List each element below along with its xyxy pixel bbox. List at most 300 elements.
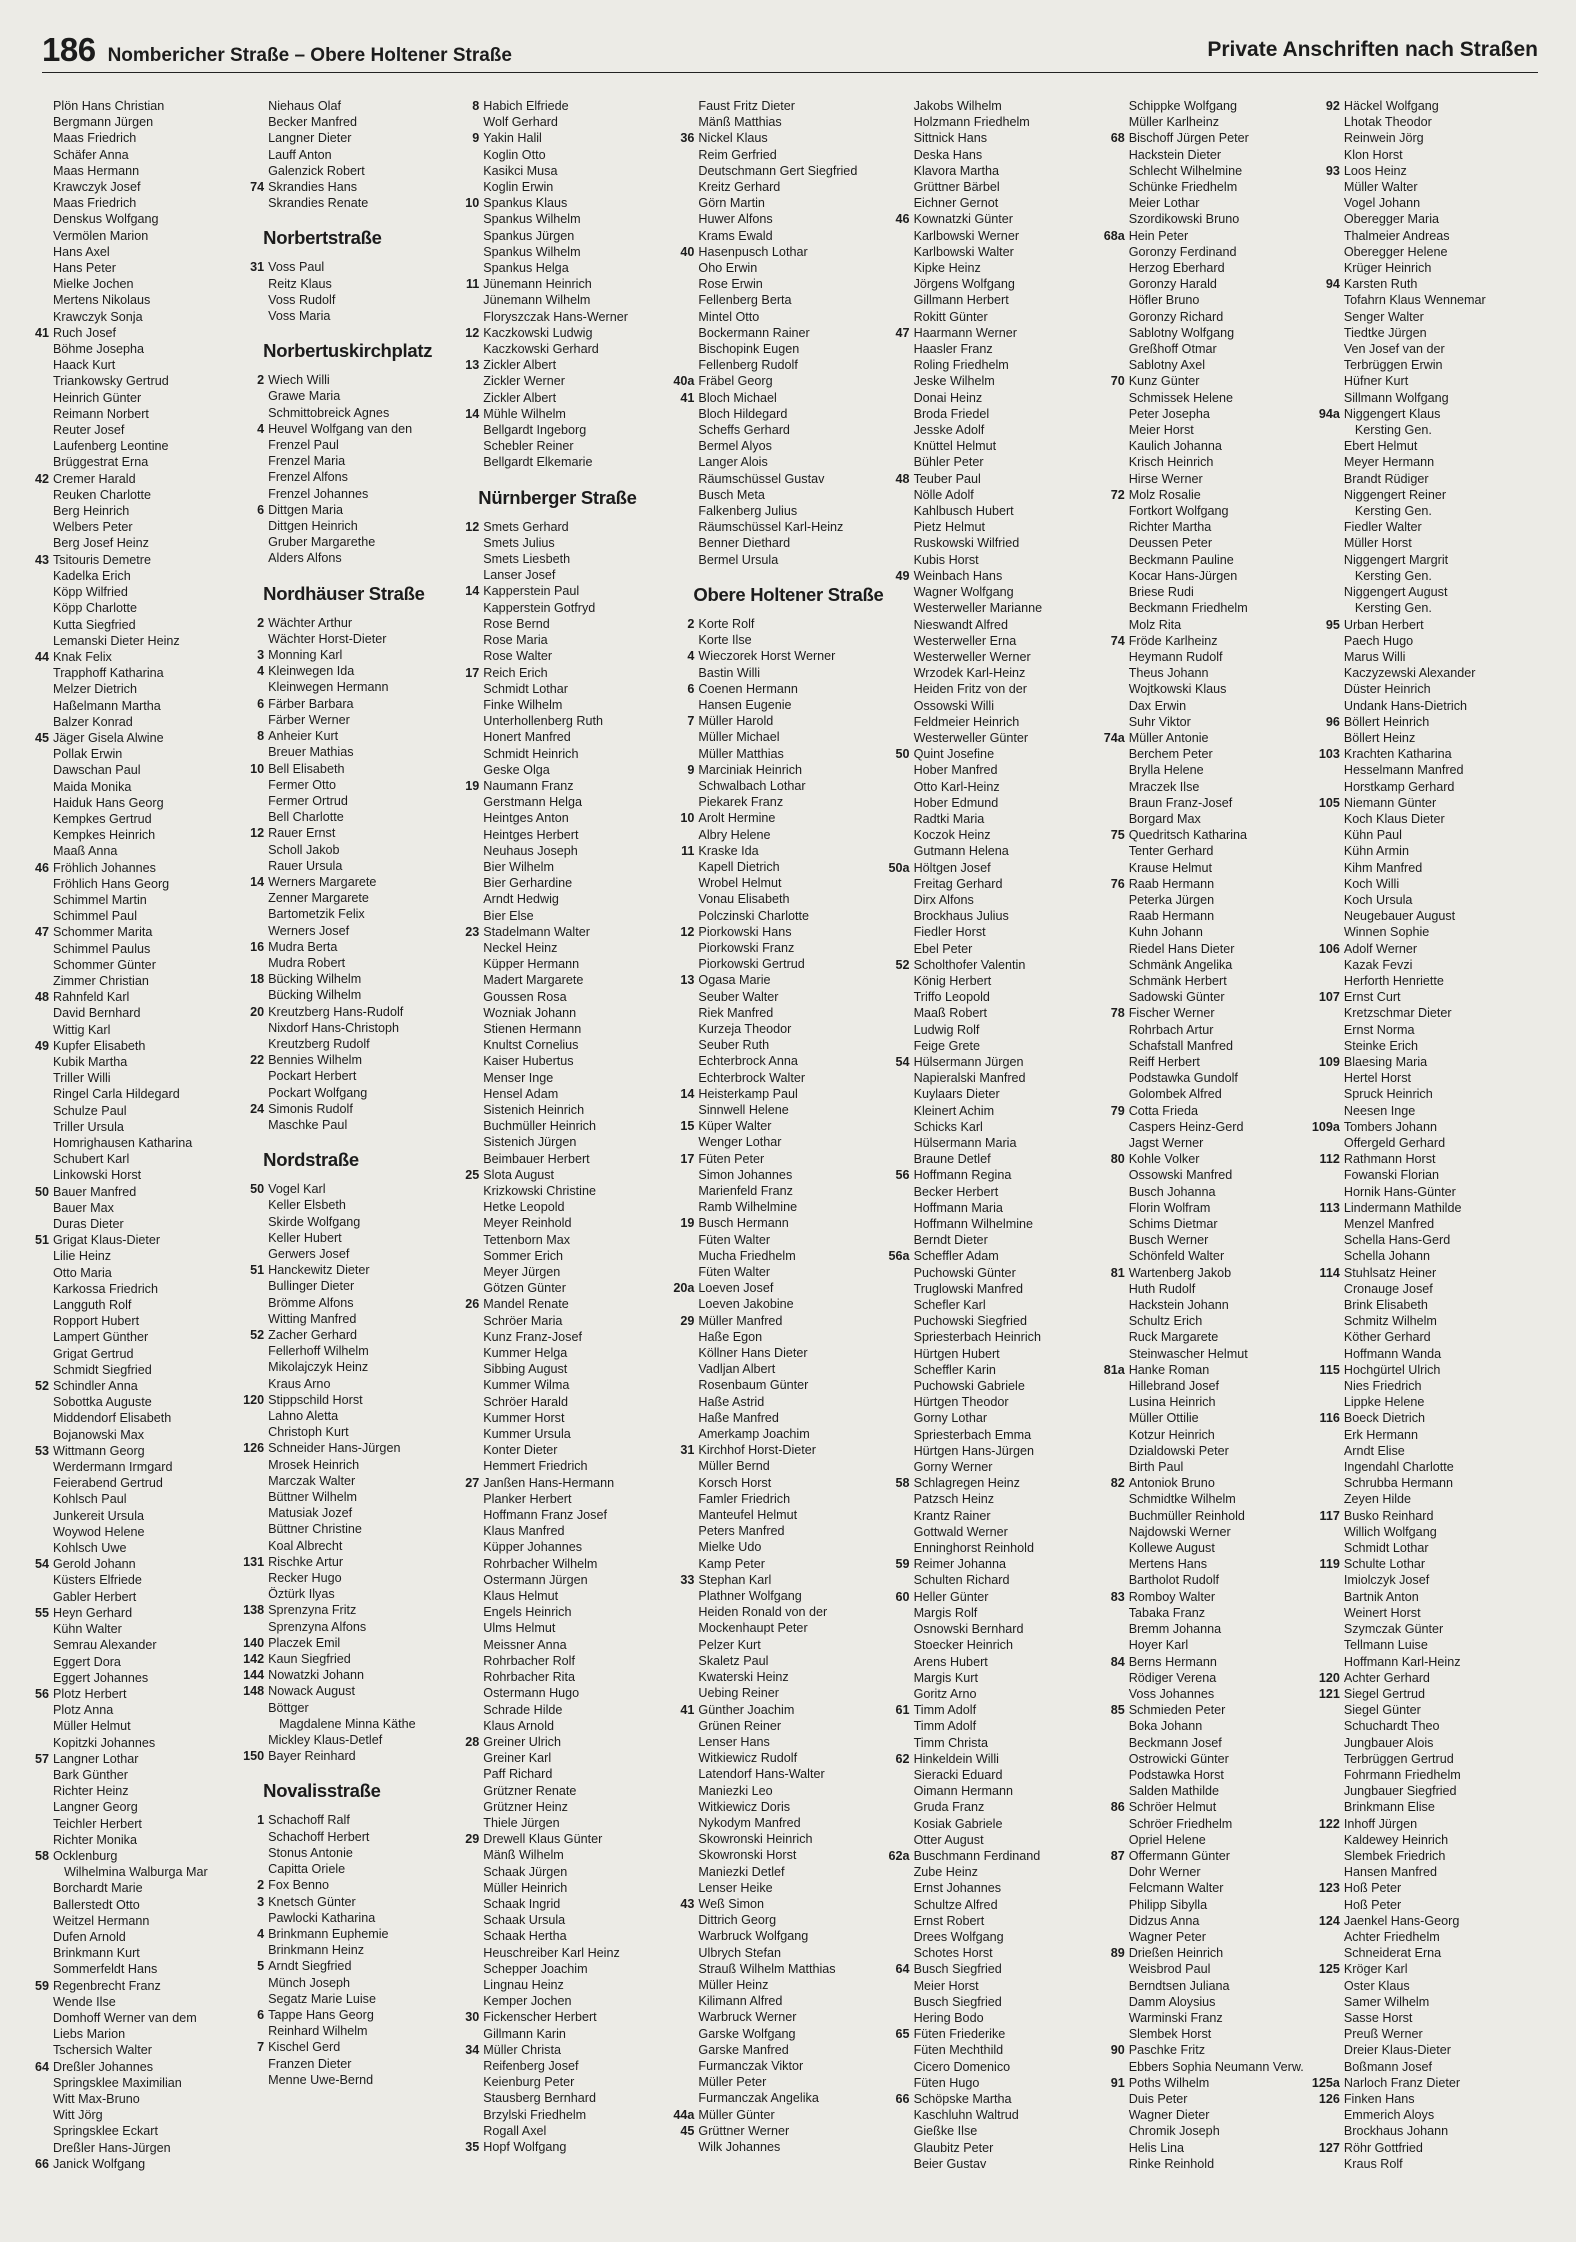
resident-name: Cotta Frieda: [1128, 1103, 1198, 1118]
resident-entry: [48, 1410, 253, 1426]
resident-name: Springsklee Eckart: [53, 2124, 158, 2139]
resident-entry: [48, 1735, 253, 1751]
resident-entry: [1124, 811, 1329, 827]
resident-entry: [250, 971, 468, 987]
resident-entry: [1124, 1718, 1329, 1734]
resident-entry: [465, 1167, 683, 1183]
resident-name: Maas Hermann: [53, 163, 140, 178]
resident-name: Kuylaars Dieter: [913, 1087, 1000, 1102]
resident-entry: [34, 730, 253, 746]
resident-entry: [1124, 1961, 1329, 1977]
resident-name: Piorkowski Hans: [698, 924, 792, 939]
resident-entry: [1124, 1119, 1329, 1135]
resident-entry: [48, 244, 253, 260]
house-number: 52: [895, 957, 910, 972]
resident-name: Hasenpusch Lothar: [698, 244, 808, 259]
resident-entry: [478, 1118, 683, 1134]
resident-name: Schippke Wolfgang: [1128, 99, 1237, 113]
resident-entry: [888, 860, 1114, 876]
resident-name: Dittgen Maria: [268, 502, 344, 517]
resident-entry: [1339, 1654, 1544, 1670]
resident-name: Knüttel Helmut: [913, 439, 997, 454]
resident-entry: [48, 503, 253, 519]
resident-entry: [1339, 1086, 1544, 1102]
resident-entry: [1319, 1508, 1544, 1524]
resident-entry: [263, 1117, 468, 1133]
resident-entry: [48, 1799, 253, 1815]
house-number: 31: [680, 1443, 695, 1458]
resident-name: Steinke Erich: [1343, 1038, 1419, 1053]
resident-name: Haße Egon: [698, 1329, 763, 1344]
resident-entry: [1339, 1718, 1544, 1734]
resident-name: Hensel Adam: [483, 1086, 559, 1101]
resident-name: Jaenkel Hans-Georg: [1343, 1913, 1460, 1928]
resident-entry: [693, 1620, 898, 1636]
resident-entry: [673, 2107, 898, 2123]
resident-entry: [478, 859, 683, 875]
resident-entry: [1325, 617, 1544, 633]
house-number: 59: [34, 1978, 49, 1993]
resident-entry: [478, 1264, 683, 1280]
resident-name: Rohrbacher Rita: [483, 1670, 575, 1685]
resident-name: Sprenzyna Fritz: [268, 1603, 357, 1618]
resident-name: Middendorf Elisabeth: [53, 1411, 172, 1426]
house-number: 93: [1325, 163, 1340, 178]
resident-name: Brylla Helene: [1128, 763, 1204, 778]
resident-entry: [1124, 1313, 1329, 1329]
resident-entry: [243, 1440, 468, 1456]
resident-entry: [1124, 406, 1329, 422]
resident-entry: [478, 1102, 683, 1118]
resident-name: Nickel Klaus: [698, 131, 768, 146]
resident-entry: [34, 1605, 253, 1621]
resident-entry: [48, 568, 253, 584]
resident-name: Glaubitz Peter: [913, 2140, 994, 2155]
resident-entry: [1124, 1491, 1329, 1507]
resident-name: Schönfeld Walter: [1128, 1249, 1225, 1264]
resident-name: Schaak Jürgen: [483, 1864, 568, 1879]
resident-entry: [48, 114, 253, 130]
house-number: 103: [1318, 747, 1340, 762]
resident-name: Skrandies Renate: [268, 196, 369, 211]
house-number: 49: [34, 1038, 49, 1053]
resident-entry: [693, 1523, 898, 1539]
resident-entry: [909, 1427, 1114, 1443]
resident-entry: [48, 1589, 253, 1605]
resident-name: Poths Wilhelm: [1128, 2075, 1210, 2090]
resident-name: Reinwein Jörg: [1343, 131, 1424, 146]
resident-entry-continued: [1339, 422, 1544, 438]
resident-entry: [693, 1070, 898, 1086]
resident-entry: [478, 1151, 683, 1167]
resident-entry: [1124, 617, 1329, 633]
resident-entry: [909, 114, 1114, 130]
resident-entry: [263, 2056, 468, 2072]
resident-entry: [1339, 973, 1544, 989]
resident-entry: [1339, 2026, 1544, 2042]
resident-entry: [1124, 1864, 1329, 1880]
resident-entry: [909, 843, 1114, 859]
resident-entry: [909, 130, 1114, 146]
resident-entry: [909, 373, 1114, 389]
house-number: 17: [680, 1151, 695, 1166]
resident-entry: [1339, 195, 1544, 211]
resident-name: Teichler Herbert: [53, 1816, 142, 1831]
resident-entry: [48, 1265, 253, 1281]
resident-name: Keller Elsbeth: [268, 1198, 346, 1213]
resident-name: Scheffs Gerhard: [698, 423, 790, 438]
resident-name: Bauer Manfred: [53, 1184, 137, 1199]
house-number: 142: [243, 1652, 265, 1667]
resident-entry: [693, 2042, 898, 2058]
resident-name: Bell Elisabeth: [268, 761, 345, 776]
resident-entry: [909, 1799, 1114, 1815]
resident-name: Sadowski Günter: [1128, 990, 1225, 1005]
resident-name: Götzen Günter: [483, 1281, 566, 1296]
resident-entry: [693, 2026, 898, 2042]
resident-entry: [243, 1602, 468, 1618]
resident-entry: [48, 1945, 253, 1961]
resident-name: Küper Walter: [698, 1119, 772, 1134]
house-number: 12: [465, 519, 480, 534]
column-6: [1103, 98, 1329, 2172]
resident-name: Smets Gerhard: [483, 519, 569, 534]
resident-entry: [1339, 827, 1544, 843]
resident-name: Kummer Wilma: [483, 1378, 570, 1393]
resident-name: Nowack August: [268, 1684, 355, 1699]
resident-name: Heymann Rudolf: [1128, 649, 1223, 664]
resident-entry: [909, 1945, 1114, 1961]
resident-entry: [478, 1491, 683, 1507]
resident-name: Arolt Hermine: [698, 811, 776, 826]
resident-entry: [895, 2091, 1114, 2107]
resident-name: Hoffmann Karl-Heinz: [1343, 1654, 1461, 1669]
resident-name: Cicero Domenico: [913, 2059, 1011, 2074]
resident-name: Hans Axel: [53, 244, 110, 259]
resident-name: Müller Heinrich: [483, 1880, 568, 1895]
resident-name: Krachten Katharina: [1343, 747, 1452, 762]
resident-name: Timm Adolf: [913, 1719, 977, 1734]
resident-name: Richter Martha: [1128, 520, 1212, 535]
resident-name: Ebert Helmut: [1343, 439, 1418, 454]
resident-name: Maniezki Leo: [698, 1783, 773, 1798]
resident-entry: [1124, 924, 1329, 940]
resident-entry: [48, 1427, 253, 1443]
resident-entry: [1318, 2140, 1544, 2156]
resident-entry: [1124, 357, 1329, 373]
resident-name: Kocar Hans-Jürgen: [1128, 568, 1238, 583]
resident-entry: [48, 1216, 253, 1232]
resident-entry: [909, 1346, 1114, 1362]
house-number: 24: [250, 1101, 265, 1116]
resident-entry: [1124, 309, 1329, 325]
resident-name: Schäfer Anna: [53, 147, 129, 162]
resident-entry: [48, 1880, 253, 1896]
resident-name: Hesselmann Manfred: [1343, 763, 1464, 778]
resident-entry: [1110, 1103, 1329, 1119]
resident-entry: [1339, 1540, 1544, 1556]
house-number: 6: [257, 502, 265, 517]
house-number: 34: [465, 2042, 480, 2057]
resident-name: Tappe Hans Georg: [268, 2007, 374, 2022]
resident-entry: [48, 1151, 253, 1167]
resident-entry: [909, 260, 1114, 276]
resident-entry: [478, 1183, 683, 1199]
resident-entry: [478, 244, 683, 260]
resident-name: Berndt Dieter: [913, 1233, 988, 1248]
resident-name: Meier Lothar: [1128, 196, 1200, 211]
resident-entry: [1110, 1475, 1329, 1491]
resident-entry: [263, 777, 468, 793]
resident-entry: [478, 762, 683, 778]
resident-name: Garske Manfred: [698, 2042, 789, 2057]
resident-name: Richter Monika: [53, 1832, 137, 1847]
resident-name: Braune Detlef: [913, 1152, 991, 1167]
resident-name: Weitzel Hermann: [53, 1913, 150, 1928]
resident-name: Brink Elisabeth: [1343, 1298, 1428, 1313]
resident-entry: [693, 1669, 898, 1685]
resident-name: Gerold Johann: [53, 1557, 136, 1572]
resident-name: Vonau Elisabeth: [698, 892, 790, 907]
resident-entry: [257, 1812, 468, 1828]
column-7: [1311, 98, 1544, 2172]
resident-entry: [48, 1783, 253, 1799]
resident-entry: [263, 308, 468, 324]
resident-name: Gorny Lothar: [913, 1411, 988, 1426]
resident-name: Schicks Karl: [913, 1119, 983, 1134]
resident-entry: [257, 2007, 468, 2023]
resident-entry: [1339, 1994, 1544, 2010]
resident-entry: [263, 1020, 468, 1036]
resident-entry: [909, 422, 1114, 438]
resident-entry: [909, 2140, 1114, 2156]
house-number: 9: [687, 762, 695, 777]
resident-name: Liebs Marion: [53, 2027, 126, 2042]
resident-name: Niemann Günter: [1343, 795, 1437, 810]
resident-entry: [1110, 1848, 1329, 1864]
resident-name: Kopitzki Johannes: [53, 1735, 156, 1750]
resident-name: Voss Paul: [268, 260, 325, 275]
house-number: 95: [1325, 617, 1340, 632]
resident-entry: [693, 1588, 898, 1604]
resident-entry: [263, 1942, 468, 1958]
resident-entry: [48, 1540, 253, 1556]
resident-name: Ostermann Hugo: [483, 1686, 580, 1701]
resident-entry: [48, 2140, 253, 2156]
resident-entry: [48, 406, 253, 422]
resident-entry: [1339, 779, 1544, 795]
resident-name: Fohrmann Friedhelm: [1343, 1767, 1461, 1782]
resident-entry: [693, 1977, 898, 1993]
resident-entry: [263, 1197, 468, 1213]
resident-entry: [34, 1686, 253, 1702]
house-number: 94: [1325, 277, 1340, 292]
house-number: 68: [1110, 131, 1125, 146]
resident-entry: [909, 1459, 1114, 1475]
resident-entry: [34, 325, 253, 341]
resident-entry: [1110, 876, 1329, 892]
house-number: 50: [34, 1184, 49, 1199]
resident-name: Bellgardt Ingeborg: [483, 423, 587, 438]
resident-name: Osnowski Bernhard: [913, 1622, 1024, 1637]
resident-name: Kraus Arno: [268, 1376, 331, 1391]
resident-entry: [680, 924, 898, 940]
house-number: 58: [895, 1476, 910, 1491]
house-number: 81a: [1103, 1362, 1125, 1377]
resident-name: Bojanowski Max: [53, 1427, 144, 1442]
resident-entry: [250, 1262, 468, 1278]
resident-entry: [1339, 1605, 1544, 1621]
resident-name: Pollak Erwin: [53, 747, 123, 762]
resident-entry: [263, 1343, 468, 1359]
resident-name: Raab Hermann: [1128, 876, 1215, 891]
resident-entry: [1124, 552, 1329, 568]
resident-name: Reuter Josef: [53, 423, 125, 438]
resident-entry: [1339, 1394, 1544, 1410]
resident-name: Kazak Fevzi: [1343, 957, 1413, 972]
resident-entry: [693, 1815, 898, 1831]
resident-name: Simonis Rudolf: [268, 1101, 353, 1116]
resident-entry: [693, 98, 898, 114]
resident-name: Samer Wilhelm: [1343, 1994, 1430, 2009]
resident-name: Springsklee Maximilian: [53, 2075, 182, 2090]
resident-name: Kreutzberg Hans-Rudolf: [268, 1004, 404, 1019]
resident-name: Segatz Marie Luise: [268, 1991, 376, 2006]
resident-entry: [48, 584, 253, 600]
resident-name: Rohrbacher Wilhelm: [483, 1556, 598, 1571]
resident-entry: [263, 518, 468, 534]
resident-name: Sibbing August: [483, 1362, 568, 1377]
resident-name: Gerwers Josef: [268, 1246, 350, 1261]
resident-entry: [1124, 1232, 1329, 1248]
resident-entry: [1124, 292, 1329, 308]
resident-entry: [1339, 1329, 1544, 1345]
resident-entry: [263, 2023, 468, 2039]
resident-entry: [48, 2123, 253, 2139]
resident-entry: [478, 1458, 683, 1474]
resident-name: Sinnwell Helene: [698, 1102, 789, 1117]
house-number: 56: [895, 1168, 910, 1183]
house-number: 40a: [673, 374, 695, 389]
resident-name: Marus Willi: [1343, 649, 1406, 664]
resident-entry: [1339, 1848, 1544, 1864]
resident-name: Eggert Dora: [53, 1654, 121, 1669]
house-number: 17: [465, 665, 480, 680]
street-heading: Nordhäuser Straße: [263, 582, 425, 604]
resident-name: Grawe Maria: [268, 389, 341, 404]
resident-entry: [263, 1910, 468, 1926]
resident-entry: [48, 1022, 253, 1038]
resident-name: Mielke Jochen: [53, 277, 134, 292]
resident-entry: [1124, 1167, 1329, 1183]
resident-entry: [909, 1022, 1114, 1038]
resident-name: Freitag Gerhard: [913, 876, 1003, 891]
resident-name: Wiech Willi: [268, 373, 330, 388]
resident-name: Opriel Helene: [1128, 1832, 1206, 1847]
resident-entry: [909, 989, 1114, 1005]
resident-name: Wagner Wolfgang: [913, 585, 1014, 600]
resident-entry: [895, 1556, 1114, 1572]
resident-entry: [693, 940, 898, 956]
resident-name: Zenner Margarete: [268, 891, 369, 906]
house-number: 2: [257, 373, 265, 388]
resident-name: Spruck Heinrich: [1343, 1087, 1433, 1102]
resident-name: Böhme Josepha: [53, 342, 145, 357]
resident-entry: [48, 438, 253, 454]
resident-entry: [48, 1005, 253, 1021]
resident-name: Busch Siegfried: [913, 1962, 1002, 1977]
resident-entry: [478, 1572, 683, 1588]
resident-name: Gillmann Karin: [483, 2026, 566, 2041]
resident-name: Felcmann Walter: [1128, 1881, 1224, 1896]
house-number: 126: [1318, 2091, 1340, 2106]
resident-name: Hoffmann Wanda: [1343, 1346, 1442, 1361]
resident-entry: [909, 973, 1114, 989]
resident-entry: [909, 779, 1114, 795]
resident-name: Grüttner Werner: [698, 2123, 790, 2138]
resident-entry: [1339, 811, 1544, 827]
resident-name: Schröer Helmut: [1128, 1800, 1217, 1815]
resident-name: Maas Friedrich: [53, 196, 137, 211]
resident-entry: [478, 891, 683, 907]
resident-entry: [478, 147, 683, 163]
resident-entry: [48, 260, 253, 276]
resident-name: Kubis Horst: [913, 552, 979, 567]
resident-entry: [478, 228, 683, 244]
house-number: 106: [1318, 941, 1340, 956]
house-number: 29: [680, 1313, 695, 1328]
resident-entry: [895, 211, 1114, 227]
house-number: 96: [1325, 714, 1340, 729]
resident-name: Bartometzik Felix: [268, 907, 365, 922]
resident-entry: [909, 438, 1114, 454]
resident-name: Sieracki Eduard: [913, 1767, 1003, 1782]
resident-entry: [478, 2090, 683, 2106]
resident-entry: [263, 987, 468, 1003]
resident-entry: [478, 1815, 683, 1831]
resident-entry: [478, 1993, 683, 2009]
resident-entry: [34, 1978, 253, 1994]
resident-entry: [909, 1200, 1114, 1216]
resident-entry: [1124, 843, 1329, 859]
resident-name: Busko Reinhard: [1343, 1508, 1434, 1523]
resident-name: Oster Klaus: [1343, 1978, 1410, 1993]
resident-name: Ramb Wilhelmine: [698, 1200, 798, 1215]
resident-entry: [1124, 973, 1329, 989]
resident-name: Westerweller Erna: [913, 633, 1017, 648]
resident-name: Kohlsch Paul: [53, 1492, 127, 1507]
resident-entry: [1124, 1832, 1329, 1848]
resident-name: Plotz Anna: [53, 1703, 114, 1718]
house-number: 74: [1110, 633, 1125, 648]
resident-name: Kummer Horst: [483, 1410, 565, 1425]
resident-entry: [1124, 1378, 1329, 1394]
resident-entry: [478, 2074, 683, 2090]
house-number: 74a: [1103, 730, 1125, 745]
resident-entry: [1339, 665, 1544, 681]
resident-name: Mänß Wilhelm: [483, 1848, 564, 1863]
house-number: 36: [680, 131, 695, 146]
resident-entry: [1339, 373, 1544, 389]
resident-name: Kühn Armin: [1343, 844, 1409, 859]
resident-entry: [909, 1005, 1114, 1021]
resident-name: Vogel Karl: [268, 1182, 326, 1197]
resident-name: Alders Alfons: [268, 551, 342, 566]
resident-entry: [1339, 390, 1544, 406]
house-number: 125a: [1311, 2075, 1340, 2090]
resident-name: Dirx Alfons: [913, 892, 974, 907]
resident-name: Ernst Curt: [1343, 990, 1401, 1005]
